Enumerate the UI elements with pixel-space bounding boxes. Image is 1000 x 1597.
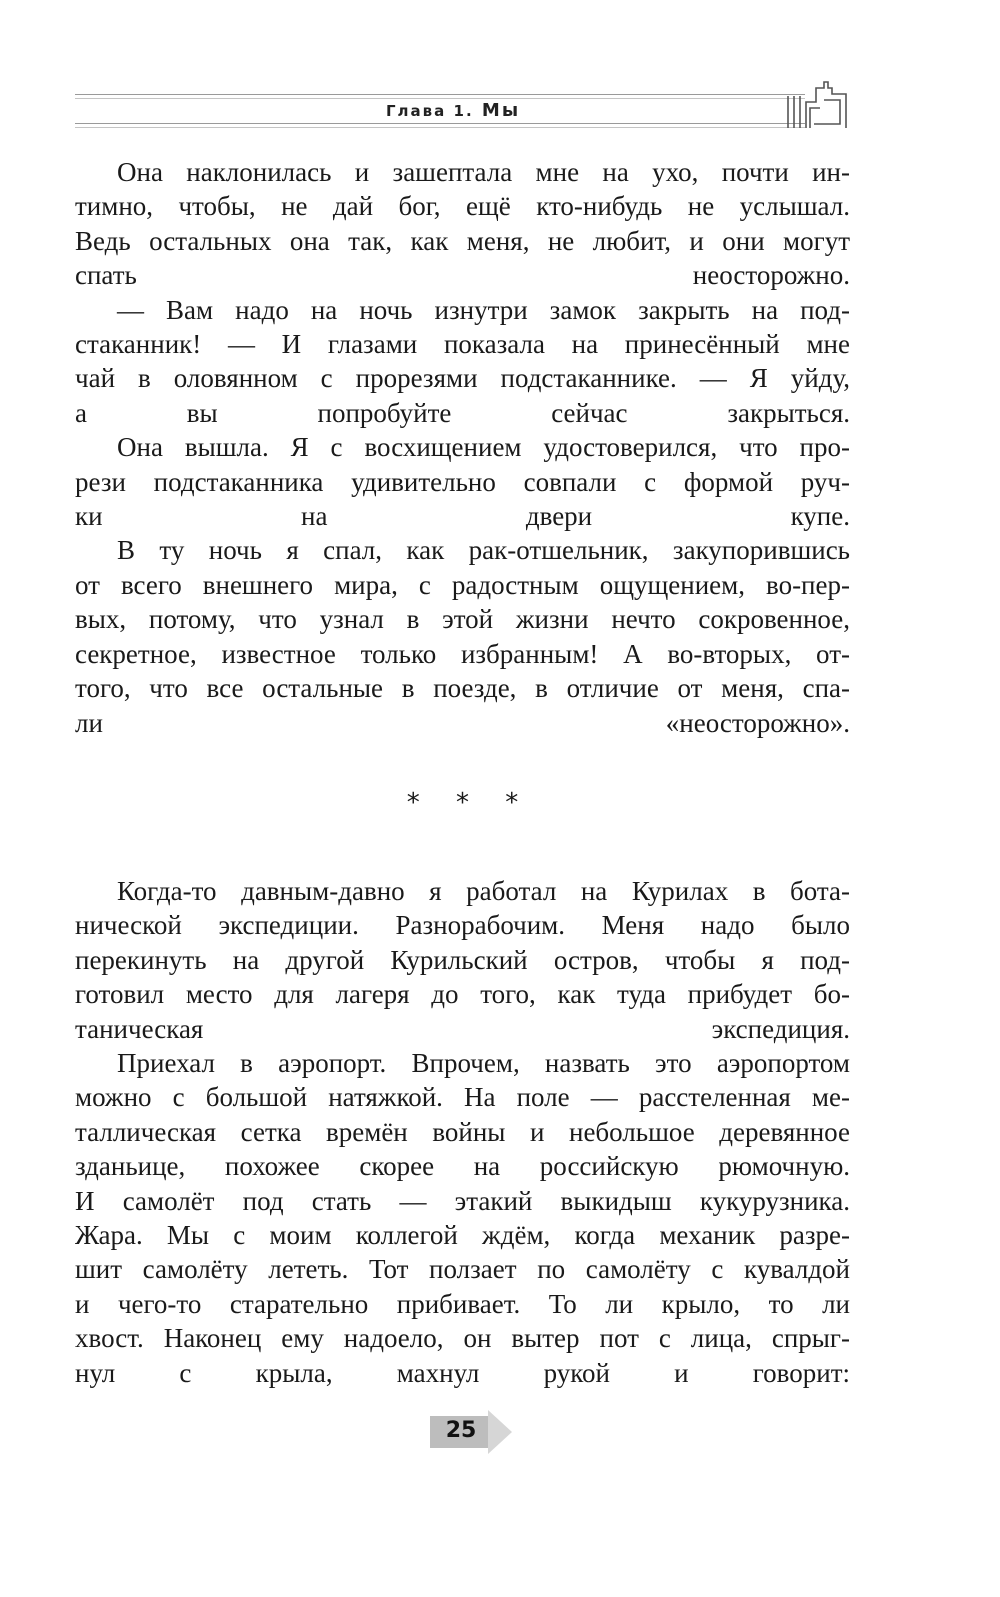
section-separator: * * * xyxy=(406,787,533,818)
header-rule-bottom-thin xyxy=(75,127,805,128)
page-number: 25 xyxy=(445,1418,477,1443)
running-header xyxy=(75,80,850,130)
page-body xyxy=(75,155,850,1390)
header-rule-bottom xyxy=(75,123,805,124)
paragraph: В ту ночь я спал, как рак-отшельник, закупорившись от всего внешнего мира, с радостным ощущением, во-пер- вых, потому, что узнал в этой жизни нечто сокровенное, секретное, известное только избранным! А во-вторых, от- того, что все остальные в поезде, в отличие от меня, спа- ли «неосторожно». xyxy=(75,535,850,738)
paragraph: — Вам надо на ночь изнутри замок закрыть на под- стаканник! — И глазами показала на принесённый мне чай в оловянном с прорезями подстаканнике. — Я уйду, а вы попробуйте сейчас закрыться. xyxy=(75,294,850,428)
chapter-label: Глава 1. xyxy=(386,102,474,120)
page-number-badge xyxy=(430,1410,515,1454)
chapter-name: Мы xyxy=(481,100,521,121)
paragraph: Она наклонилась и зашептала мне на ухо, почти ин- тимно, чтобы, не дай бог, ещё кто-нибудь не услышал. Ведь остальных она так, как меня, не любит, и они могут спать неосторожно. xyxy=(75,157,850,291)
paragraph: Она вышла. Я с восхищением удостоверился, что про- рези подстаканника удивительно совпали с формой руч- ки на двери купе. xyxy=(75,432,850,532)
header-rule-top xyxy=(75,94,805,95)
building-ornament-icon xyxy=(784,80,850,130)
paragraph: Когда-то давным-давно я работал на Курилах в бота- нической экспедиции. Разнорабочим. Меня надо было перекинуть на другой Курильский остров, чтобы я под- готовил место для лагеря до того, как туда прибудет бо- таническая экспедиция. xyxy=(75,875,850,1044)
paragraph: Приехал в аэропорт. Впрочем, назвать это аэропортом можно с большой натяжкой. На поле — расстеленная ме- таллическая сетка времён войны и небольшое деревянное зданьице, похожее скорее на российскую рюмочную. И самолёт под стать — этакий выкидыш кукурузника. Жара. Мы с моим коллегой ждём, когда механик разре- шит самолёту лететь. Тот ползает по самолёту с кувалдой и чего-то старательно прибивает. То ли крыло, то ли хвост. Наконец ему надоело, он вытер пот с лица, спрыг- нул с крыла, махнул рукой и говорит: xyxy=(75,1047,850,1388)
chapter-title xyxy=(370,99,536,123)
